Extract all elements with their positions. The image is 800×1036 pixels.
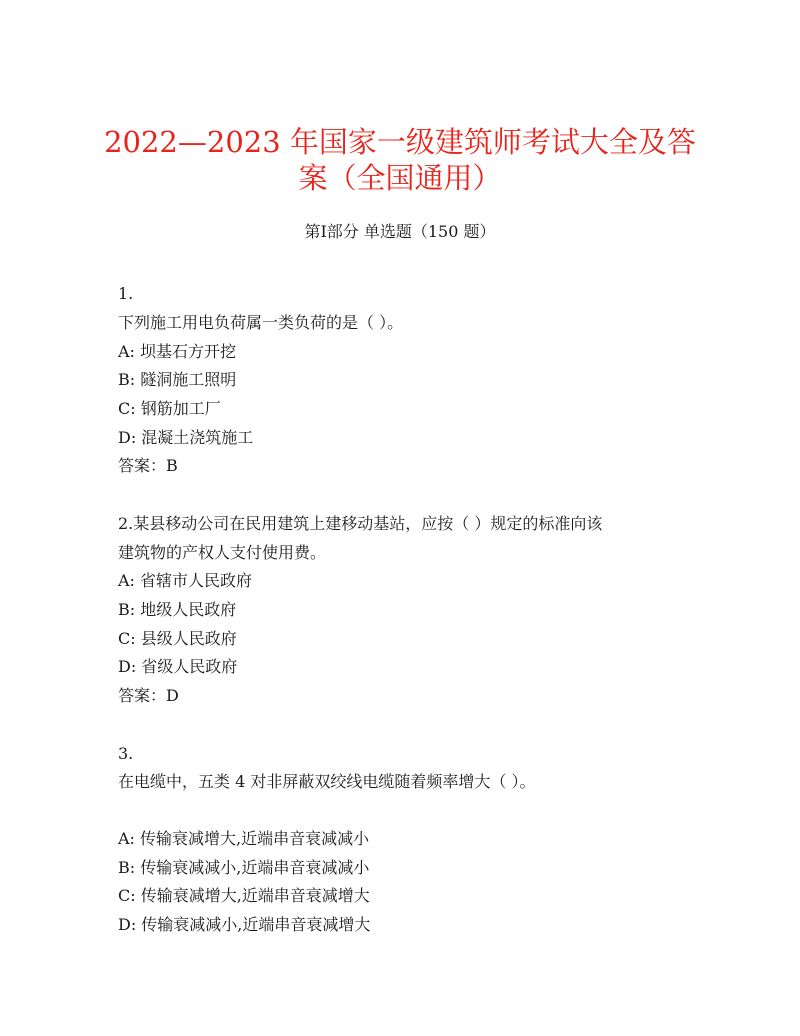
question-1-stem: 下列施工用电负荷属一类负荷的是（ ）。: [118, 313, 404, 332]
question-1-answer: 答案：B: [118, 456, 178, 475]
question-2-answer: 答案：D: [118, 686, 179, 705]
question-1-option-c: C: 钢筋加工厂: [118, 399, 221, 418]
question-1-number: 1.: [118, 284, 134, 303]
question-2-option-d: D: 省级人民政府: [118, 657, 238, 676]
section-heading: 第Ⅰ部分 单选题（150 题）: [304, 222, 496, 241]
question-3-option-c: C: 传输衰减增大,近端串音衰减增大: [118, 886, 370, 905]
question-1-option-a: A: 坝基石方开挖: [118, 342, 237, 361]
question-1-option-b: B: 隧洞施工照明: [118, 370, 237, 389]
question-2-option-b: B: 地级人民政府: [118, 600, 237, 619]
question-3-option-b: B: 传输衰减减小,近端串音衰减减小: [118, 858, 370, 877]
question-1-option-d: D: 混凝土浇筑施工: [118, 428, 254, 447]
question-2-option-c: C: 县级人民政府: [118, 629, 237, 648]
question-2-option-a: A: 省辖市人民政府: [118, 571, 253, 590]
question-3-stem: 在电缆中，五类 4 对非屏蔽双绞线电缆随着频率增大（ ）。: [118, 772, 536, 791]
question-3-option-d: D: 传输衰减减小,近端串音衰减增大: [118, 915, 371, 934]
document-title-line-1: 2022—2023 年国家一级建筑师考试大全及答: [104, 125, 696, 159]
question-2-stem-line-1: 2.某县移动公司在民用建筑上建移动基站，应按（ ）规定的标准向该: [118, 514, 603, 533]
document-title-line-2: 案（全国通用）: [298, 161, 502, 195]
question-2-stem-line-2: 建筑物的产权人支付使用费。: [118, 543, 327, 562]
question-3-number: 3.: [118, 744, 134, 763]
question-3-option-a: A: 传输衰减增大,近端串音衰减减小: [118, 829, 370, 848]
